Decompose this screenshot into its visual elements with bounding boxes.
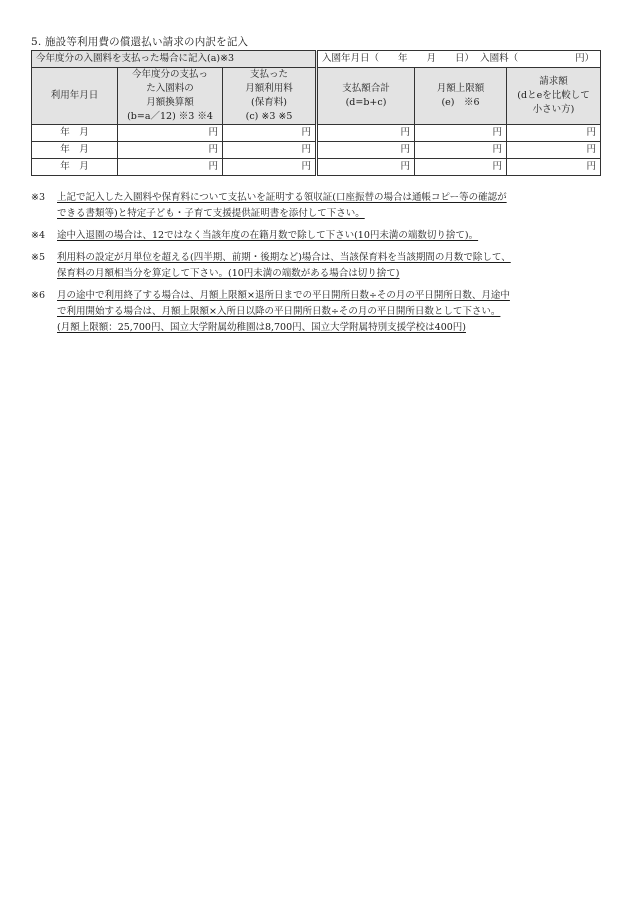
note-line: 途中入退園の場合は、12ではなく当該年度の在籍月数で除して下さい(10円未満の端数切り捨て)。 — [57, 230, 479, 241]
header-claim-amount: 請求額 (dとeを比較して 小さい方) — [507, 68, 601, 125]
entry-fee-banner: 今年度分の入園料を支払った場合に記入(a)※3 — [32, 51, 317, 68]
note-line: 月の途中で利用終了する場合は、月額上限額×退所日までの平日開所日数÷その月の平日開所日数、月途中 — [57, 290, 510, 301]
note-line: (月額上限額：25,700円、国立大学附属幼稚園は8,700円、国立大学附属特別支援学校は400円) — [57, 322, 466, 333]
note-mark: ※4 — [31, 230, 46, 241]
entry-date-fee-field[interactable] — [317, 51, 601, 68]
note-mark: ※6 — [31, 290, 46, 301]
monthly-entry-fee-field[interactable]: 円 — [118, 142, 223, 159]
use-month-field[interactable]: 年 月 — [32, 142, 118, 159]
note-line: できる書類等)と特定子ども・子育て支援提供証明書を添付して下さい。 — [57, 208, 365, 219]
header-total-paid: 支払額合計 (d=b+c) — [317, 68, 415, 125]
monthly-cap-field[interactable]: 円 — [415, 159, 507, 176]
monthly-entry-fee-field[interactable]: 円 — [118, 159, 223, 176]
header-monthly-cap: 月額上限額 (e) ※6 — [415, 68, 507, 125]
total-paid-field[interactable]: 円 — [317, 159, 415, 176]
monthly-usage-fee-field[interactable]: 円 — [223, 142, 317, 159]
note-5 — [31, 250, 601, 282]
note-line: 保育料の月額相当分を算定して下さい。(10円未満の端数がある場合は切り捨て) — [57, 268, 400, 279]
header-monthly-entry-fee: 今年度分の支払っ た入園料の 月額換算額 (b=a／12) ※3 ※4 — [118, 68, 223, 125]
table-row — [32, 159, 601, 176]
monthly-usage-fee-field[interactable]: 円 — [223, 159, 317, 176]
note-line: 利用料の設定が月単位を超える(四半期、前期・後期など)場合は、当該保育料を当該期間の月数で除して、 — [57, 252, 511, 263]
note-6 — [31, 288, 601, 336]
total-paid-field[interactable]: 円 — [317, 142, 415, 159]
reimbursement-breakdown-table — [31, 50, 601, 176]
monthly-usage-fee-field[interactable]: 円 — [223, 125, 317, 142]
header-monthly-usage-fee: 支払った 月額利用料 (保育料) (c) ※3 ※5 — [223, 68, 317, 125]
total-paid-field[interactable]: 円 — [317, 125, 415, 142]
monthly-cap-field[interactable]: 円 — [415, 125, 507, 142]
entry-date-label: 入園年月日（ 年 月 日） — [322, 53, 475, 64]
note-4 — [31, 228, 601, 244]
table-row — [32, 125, 601, 142]
header-use-month: 利用年月日 — [32, 68, 118, 125]
note-line: で利用開始する場合は、月額上限額×入所日以降の平日開所日数÷その月の平日開所日数として下さい。 — [57, 306, 501, 317]
use-month-field[interactable]: 年 月 — [32, 125, 118, 142]
use-month-field[interactable]: 年 月 — [32, 159, 118, 176]
note-line: 上記で記入した入園料や保育料について支払いを証明する領収証(口座振替の場合は通帳コピー等の確認が — [57, 192, 507, 203]
section-title: 5. 施設等利用費の償還払い請求の内訳を記入 — [31, 36, 249, 48]
claim-amount-field[interactable]: 円 — [507, 125, 601, 142]
monthly-cap-field[interactable]: 円 — [415, 142, 507, 159]
claim-amount-field[interactable]: 円 — [507, 159, 601, 176]
entry-fee-row — [32, 51, 601, 68]
notes — [31, 190, 601, 342]
claim-amount-field[interactable]: 円 — [507, 142, 601, 159]
entry-fee-label: 入園料（ 円） — [480, 53, 595, 64]
note-3 — [31, 190, 601, 222]
note-mark: ※5 — [31, 252, 46, 263]
note-mark: ※3 — [31, 192, 46, 203]
table-row — [32, 142, 601, 159]
header-row — [32, 68, 601, 125]
monthly-entry-fee-field[interactable]: 円 — [118, 125, 223, 142]
